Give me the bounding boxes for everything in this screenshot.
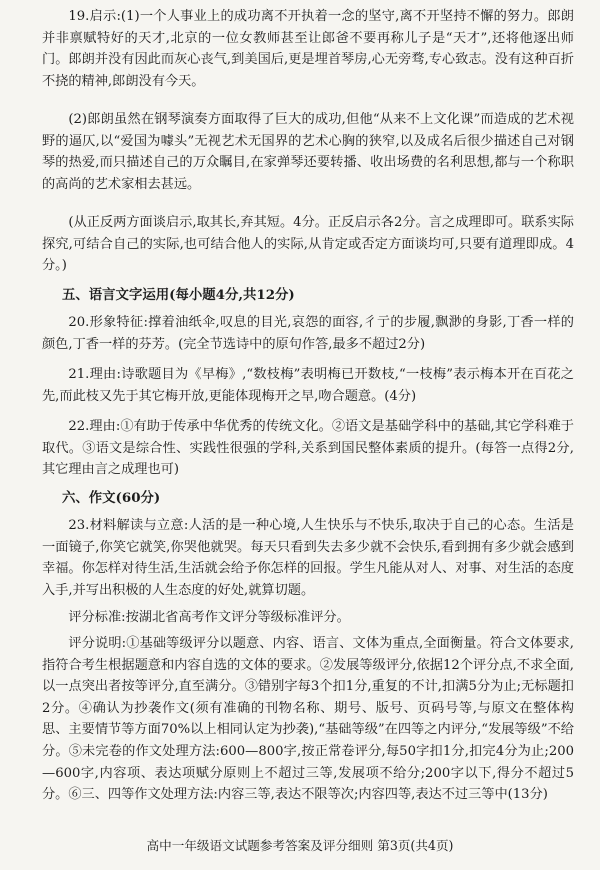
q19-insight-2: (2)郎朗虽然在钢琴演奏方面取得了巨大的成功,但他“从来不上文化课”而造成的艺术视野的逼仄,以“爱国为噱头”无视艺术无国界的艺术心胸的狭窄,以及成名后很少描述自己对钢琴的热爱,而只描述自己的万众瞩目,在家弹琴还要转播、收出场费的名利思想,都与一个称职的高尚的艺术家相去甚远。 <box>42 112 574 192</box>
q21-answer: 21.理由:诗歌题目为《早梅》,“数枝梅”表明梅已开数枝,“一枝梅”表示梅本开在百花之先,而此枝又先于其它梅开放,更能体现梅开之早,吻合题意。(4分) <box>42 367 574 404</box>
q22-answer: 22.理由:①有助于传承中华优秀的传统文化。②语文是基础学科中的基础,其它学科难于取代。③语文是综合性、实践性很强的学科,关系到国民整体素质的提升。(每答一点得2分,其它理由言之成理也可) <box>42 419 574 478</box>
q19-insight-1: 19.启示:(1)一个人事业上的成功离不开执着一念的坚守,离不开坚持不懈的努力。郎朗并非禀赋特好的天才,北京的一位女教师甚至让郎爸不要再称儿子是“天才”,还将他逐出师门。郎朗并没有因此而灰心丧气,到美国后,更是埋首琴房,心无旁骛,专心致志。没有这种百折不挠的精神,郎朗没有今天。 <box>42 9 574 89</box>
section-5-heading: 五、语言文字运用(每小题4分,共12分) <box>62 287 295 303</box>
section-6-heading: 六、作文(60分) <box>62 490 161 506</box>
grading-notes: 评分说明:①基础等级评分以题意、内容、语言、文体为重点,全面衡量。符合文体要求,指符合考生根据题意和内容自选的文体的要求。②发展等级评分,依据12个评分点,不求全面,以一点突出者按等评分,直至满分。③错别字每3个扣1分,重复的不计,扣满5分为止;无标题扣2分。④确认为抄袭作文(须有准确的刊物名称、期号、版号、页码号等,与原文在整体构思、主要情节等方面70%以上相同认定为抄袭),“基础等级”在四等之内评分,“发展等级”不给分。⑤未完卷的作文处理方法:600—800字,按正常卷评分,每50字扣1分,扣完4分为止;200—600字,内容项、表达项赋分原则上不超过三等,发展项不给分;200字以下,得分不超过5分。⑥三、四等作文处理方法:内容三等,表达不限等次;内容四等,表达不过三等中(13分) <box>42 636 574 803</box>
q20-answer: 20.形象特征:撑着油纸伞,叹息的目光,哀怨的面容,彳亍的步履,飘渺的身影,丁香一样的颜色,丁香一样的芬芳。(完全节选诗中的原句作答,最多不超过2分) <box>42 315 574 352</box>
grading-standard: 评分标准:按湖北省高考作文评分等级标准评分。 <box>68 610 350 625</box>
q19-scoring-note: (从正反两方面谈启示,取其长,弃其短。4分。正反启示各2分。言之成理即可。联系实际探究,可结合自己的实际,也可结合他人的实际,从肯定或否定方面谈均可,只要有道理即成。4分。) <box>42 215 574 274</box>
q23-interpretation: 23.材料解读与立意:人活的是一种心境,人生快乐与不快乐,取决于自己的心态。生活是一面镜子,你笑它就笑,你哭他就哭。每天只看到失去多少就不会快乐,看到拥有多少就会感到幸福。你怎样对待生活,生活就会给予你怎样的回报。学生凡能从对人、对事、对生活的态度入手,并写出积极的人生态度的好处,就算切题。 <box>42 518 574 598</box>
page-footer: 高中一年级语文试题参考答案及评分细则 第3页(共4页) <box>146 838 454 853</box>
